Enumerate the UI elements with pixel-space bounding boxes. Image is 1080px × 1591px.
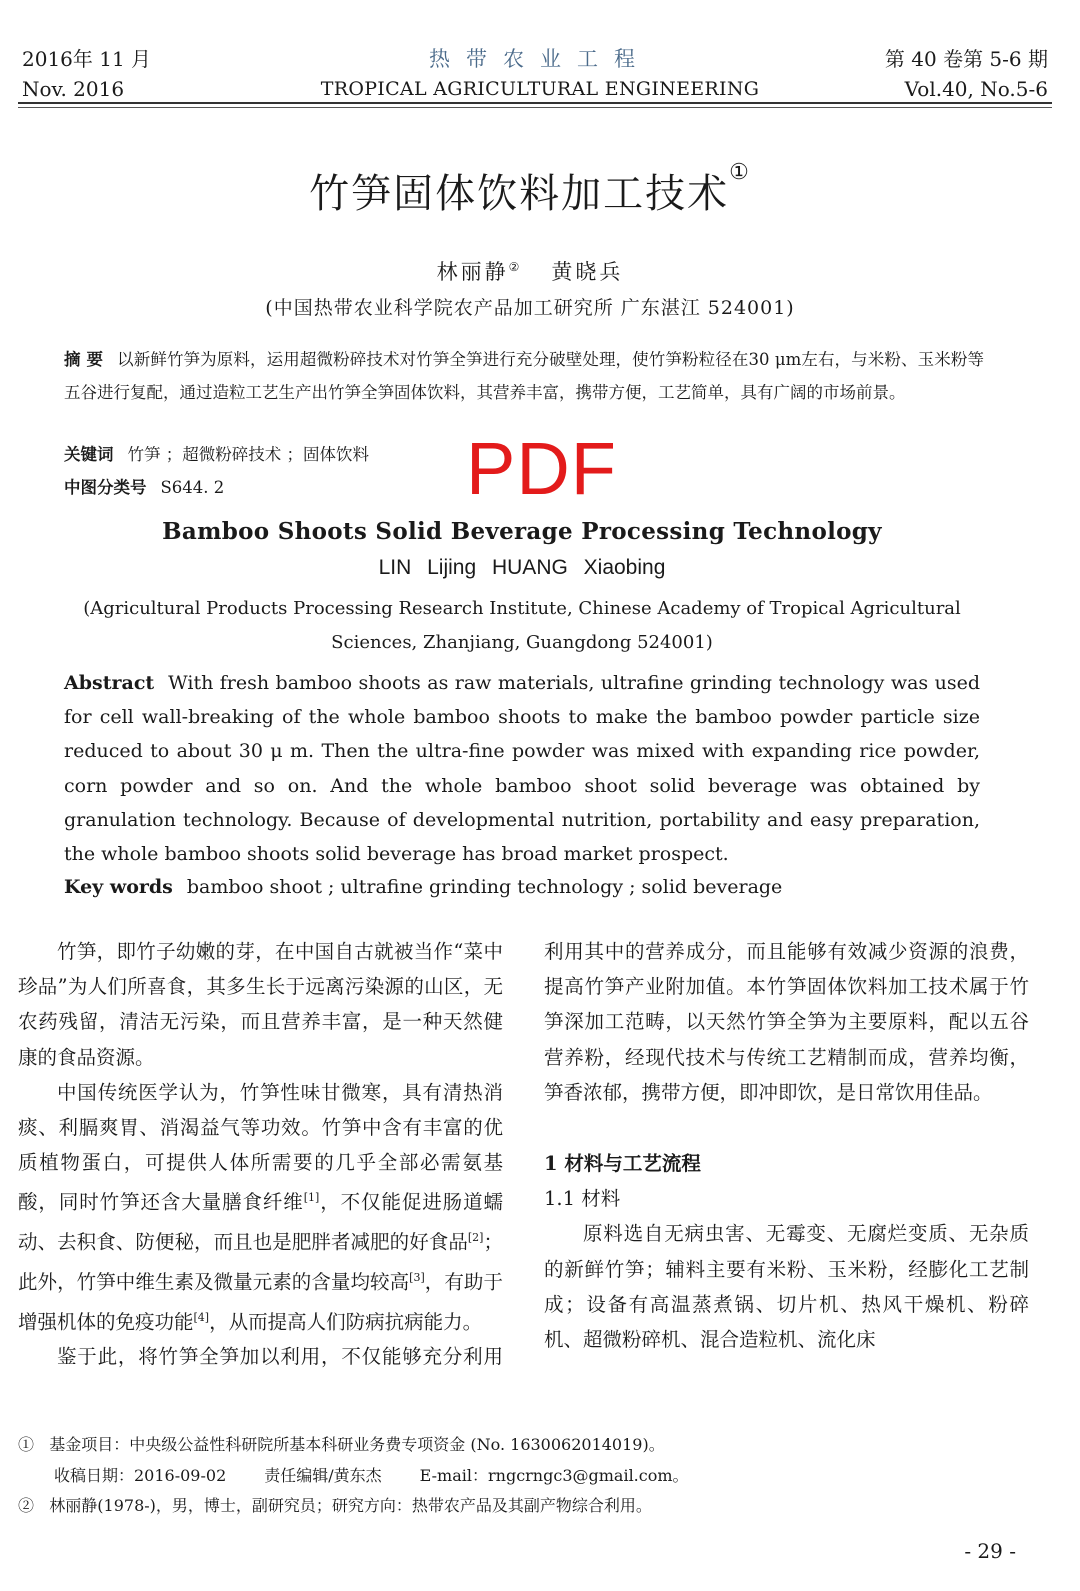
english-keywords-label: Key words [64,876,173,898]
author-2: 黄晓兵 [551,260,624,284]
footnotes [18,1430,1038,1522]
title-footnote-mark: ① [729,160,751,185]
body-left-column [18,934,503,1374]
keywords-cn-text: 竹笋 ；超微粉碎技术 ；固体饮料 [127,445,369,464]
ref-1[interactable]: [1] [303,1191,320,1205]
header-rule-thin [18,107,1052,108]
header-rule [18,102,1052,104]
english-keywords-text: bamboo shoot ; ultrafine grinding technology ; solid beverage [186,876,783,898]
english-authors: LIN Lijing HUANG Xiaobing [378,556,666,579]
section-1-heading: 1 材料与工艺流程 [544,1152,701,1176]
footnote-2 [18,1491,1038,1522]
journal-name-en: TROPICAL AGRICULTURAL ENGINEERING [320,78,760,100]
ref-4[interactable]: [4] [193,1310,210,1324]
article-title [0,162,1060,219]
english-abstract-label: Abstract [64,672,155,694]
header-date-cn: 2016年 11 月 [22,47,152,71]
responsible-editor: 责任编辑/黄东杰 [264,1465,382,1485]
english-affiliation: (Agricultural Products Processing Research Institute, Chinese Academy of Tropical Agricultural Sciences, Zhanjiang, Guangdong 524001) [83,598,961,653]
keywords-cn-label: 关键词 [64,445,114,464]
english-keywords [64,870,980,904]
abstract-cn-text: 以新鲜竹笋为原料，运用超微粉碎技术对竹笋全笋进行充分破壁处理，使竹笋粉粒径在30 μm左右，与米粉、玉米粉等五谷进行复配，通过造粒工艺生产出竹笋全笋固体饮料，其营养丰富，携带方便，工艺简单，具有广阔的市场前景。 [64,350,984,402]
p2-part-e: ，从而提高人们防病抗病能力。 [209,1310,483,1334]
page-number: - 29 - [964,1539,1016,1563]
p2-part-d: ，有助于增强机体的免疫功能 [18,1270,503,1334]
section-1-1-heading: 1.1 材料 [544,1187,621,1211]
received-date: 收稿日期：2016-09-02 [54,1465,227,1485]
header-volume-cn: 第 40 卷第 5-6 期 [884,47,1048,71]
p2-part-b: ，不仅能促进肠道蠕动、去积食、防便秘，而且也是肥胖者减肥的好食品 [18,1190,503,1254]
authors [0,256,1060,286]
keywords-cn [64,441,369,465]
footnote-1 [18,1430,1038,1461]
abstract-cn-label: 摘 要 [64,350,104,369]
english-title: Bamboo Shoots Solid Beverage Processing Technology [162,518,882,545]
clc-number [64,474,224,498]
body-right-column [544,934,1029,1357]
english-abstract [64,666,980,871]
pdf-watermark: PDF [466,427,617,510]
body-paragraph-3-cont: 利用其中的营养成分，而且能够有效减少资源的浪费，提高竹笋产业附加值。本竹笋固体饮料加工技术属于竹笋深加工范畴，以天然竹笋全笋为主要原料，配以五谷营养粉，经现代技术与传统工艺精制而成，营养均衡，笋香浓郁，携带方便，即冲即饮，是日常饮用佳品。 [544,940,1029,1104]
body-paragraph-4: 原料选自无病虫害、无霉变、无腐烂变质、无杂质的新鲜竹笋；辅料主要有米粉、玉米粉，经膨化工艺制成；设备有高温蒸煮锅、切片机、热风干燥机、粉碎机、超微粉碎机、混合造粒机、流化床 [544,1222,1029,1352]
article-title-text: 竹笋固体饮料加工技术 [309,171,730,217]
footnote-1-mark: ① [18,1435,35,1454]
affiliation: (中国热带农业科学院农产品加工研究所 广东湛江 524001) [265,297,795,319]
clc-label: 中图分类号 [64,478,147,497]
footnote-2-text: 林丽静(1978-)，男，博士，副研究员；研究方向：热带农产品及其副产物综合利用。 [49,1496,652,1515]
footnote-2-mark: ② [18,1496,35,1515]
journal-name-cn: 热带农业工程 [429,47,651,71]
header-volume [885,44,1048,104]
english-abstract-text: With fresh bamboo shoots as raw materials, ultrafine grinding technology was used for cell wall-breaking of the whole bamboo shoots to make the bamboo powder particle size reduced to about 30 μ m. Then the ultra-fine powder was mixed with expanding rice powder, corn powder and so on. And the whole bamboo shoot solid beverage was obtained by granulation technology. Because of developmental nutrition, portability and easy preparation, the whole bamboo shoots solid beverage has broad market prospect. [64,672,980,866]
header-date [22,44,151,104]
ref-3[interactable]: [3] [409,1270,425,1284]
body-paragraph-3: 鉴于此，将竹笋全笋加以利用，不仅能够充分利用 [57,1345,503,1369]
ref-2[interactable]: [2] [467,1231,484,1245]
author-1: 林丽静 [436,260,509,284]
author-1-mark: ② [508,260,523,274]
body-paragraph-2 [18,1075,503,1339]
header-journal [280,44,800,104]
contact-email[interactable]: E-mail：rngcrngc3@gmail.com。 [419,1465,689,1485]
body-paragraph-1: 竹笋，即竹子幼嫩的芽，在中国自古就被当作“菜中珍品”为人们所喜食，其多生长于远离污染源的山区，无农药残留，清洁无污染，而且营养丰富，是一种天然健康的食品资源。 [18,940,503,1069]
header-date-en: Nov. 2016 [22,77,125,101]
clc-value: S644. 2 [160,478,225,497]
abstract-cn [64,343,984,409]
p2-part-c: ；此外，竹笋中维生素及微量元素的含量均较高 [18,1230,503,1294]
footnote-received [18,1461,1038,1492]
header-volume-en: Vol.40, No.5-6 [904,77,1048,101]
p2-part-a: 中国传统医学认为，竹笋性味甘微寒，具有清热消痰、利膈爽胃、消渴益气等功效。竹笋中含有丰富的优质植物蛋白，可提供人体所需要的几乎全部必需氨基酸，同时竹笋还含大量膳食纤维 [18,1080,503,1214]
footnote-1-text: 基金项目：中央级公益性科研院所基本科研业务费专项资金 (No. 1630062014019)。 [49,1435,665,1454]
